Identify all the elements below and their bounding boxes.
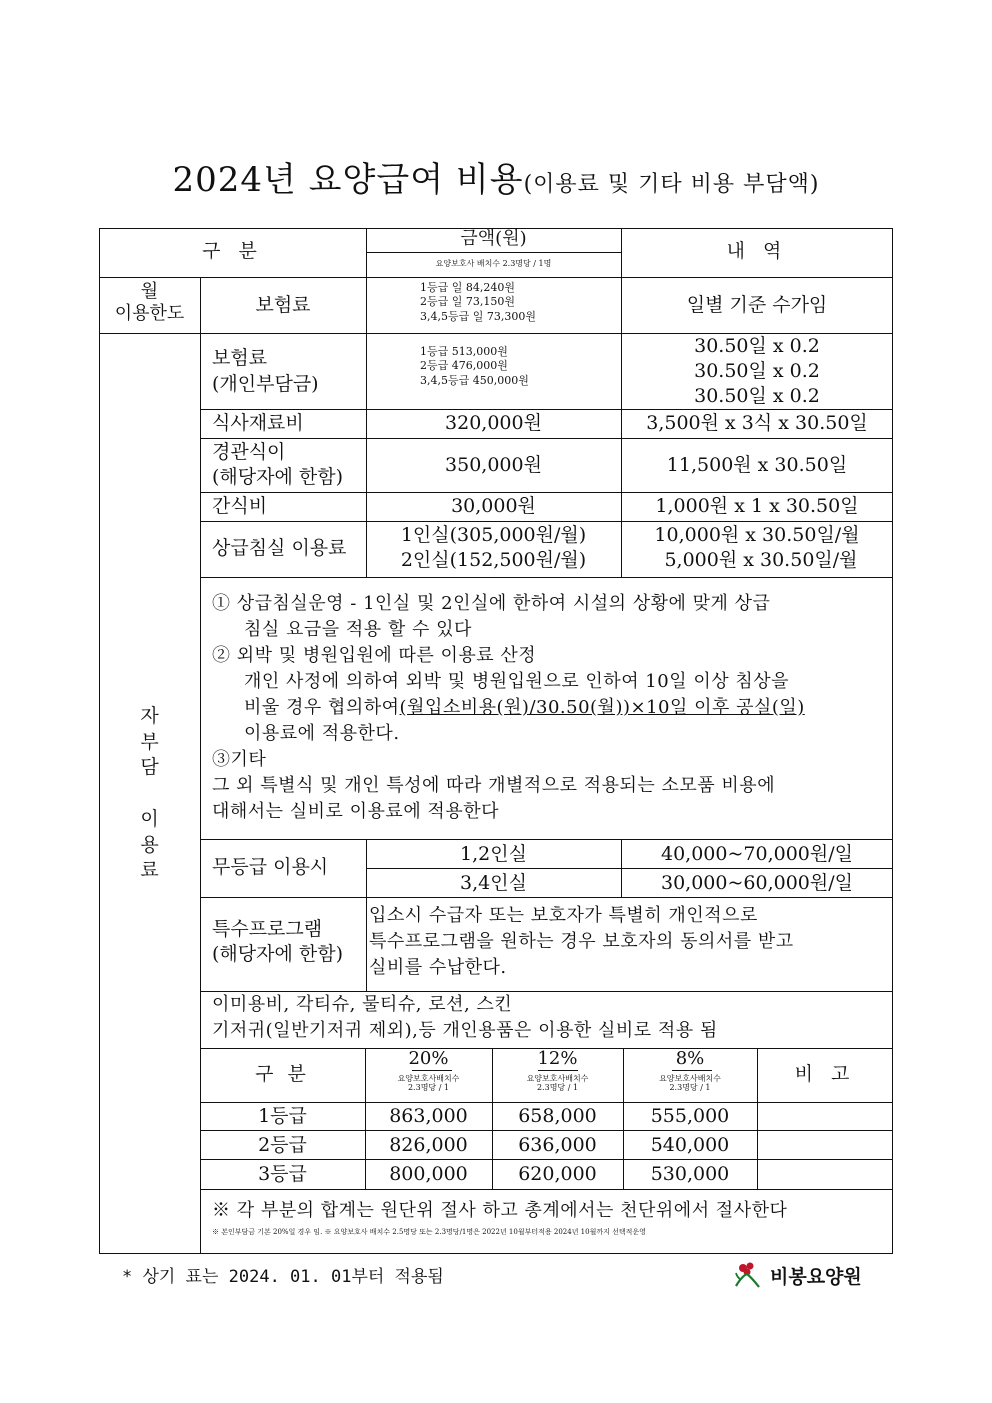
monthly-label: 월 이용한도 [114, 281, 185, 324]
room-details: 10,000원 x 30.50일/월 5,000원 x 30.50일/월 [654, 524, 860, 571]
grade-row-2-v3: 540,000 [650, 1134, 730, 1156]
grade-col-12-sub: 요양보호사배치수 2.3명당 / 1 [526, 1074, 589, 1093]
grade-row-3-v2: 620,000 [518, 1163, 597, 1185]
grade-col-8: 8% [675, 1048, 705, 1069]
grade-row-1-label: 1등급 [258, 1105, 307, 1127]
grade-row-3-v1: 800,000 [389, 1163, 468, 1185]
no-grade-room-2: 3,4인실 [460, 872, 527, 894]
snack-amount: 30,000원 [451, 495, 536, 517]
monthly-item: 보험료 [255, 294, 311, 316]
grade-row-3-label: 3등급 [258, 1163, 307, 1185]
monthly-detail: 일별 기준 수가임 [686, 294, 828, 316]
footnote-1: ※ 각 부분의 합계는 원단위 절사 하고 총계에서는 천단위에서 절사한다 [212, 1200, 788, 1221]
special-text-3: 실비를 수납한다. [369, 957, 507, 978]
room-label: 상급침실 이용료 [212, 537, 347, 559]
note-1b: 침실 요금을 적용 할 수 있다 [244, 619, 472, 640]
grade-row-2-v2: 636,000 [518, 1134, 597, 1156]
grade-col-8-sub: 요양보호사배치수 2.3명당 / 1 [659, 1074, 721, 1093]
tube-detail: 11,500원 x 30.50일 [666, 454, 848, 476]
grade-row-3-v3: 530,000 [650, 1163, 730, 1185]
no-grade-price-1: 40,000~70,000원/일 [661, 843, 853, 865]
tube-label: 경관식이 (해당자에 한함) [212, 441, 343, 488]
title-sub: (이용료 및 기타 비용 부담액) [523, 172, 820, 197]
note-3b: 그 외 특별식 및 개인 특성에 따라 개별적으로 적용되는 소모품 비용에 [212, 775, 776, 796]
special-text-2: 특수프로그램을 원하는 경우 보호자의 동의서를 받고 [369, 931, 794, 952]
no-grade-room-1: 1,2인실 [460, 843, 527, 865]
snack-detail: 1,000원 x 1 x 30.50일 [655, 495, 859, 517]
insurance-details: 30.50일 x 0.2 30.50일 x 0.2 30.50일 x 0.2 [694, 335, 820, 408]
grade-row-1-v2: 658,000 [518, 1105, 597, 1127]
page-title [0, 152, 992, 201]
note-2d: 이용료에 적용한다. [244, 723, 400, 744]
grade-col-20: 20% [408, 1048, 449, 1069]
no-grade-label: 무등급 이용시 [212, 856, 329, 878]
note-2b: 개인 사정에 의하여 외박 및 병원입원으로 인하여 10일 이상 침상을 [244, 671, 789, 692]
meal-detail: 3,500원 x 3식 x 30.50일 [646, 412, 868, 434]
insurance-label: 보험료 (개인부담금) [212, 347, 319, 395]
grade-col-20-sub: 요양보호사배치수 2.3명당 / 1 [397, 1074, 460, 1093]
grade-table-gubun: 구 분 [255, 1063, 310, 1085]
brand-logo-icon [732, 1260, 762, 1290]
note-3a: ③기타 [212, 749, 267, 770]
meal-label: 식사재료비 [212, 412, 304, 434]
grade-row-2-v1: 826,000 [389, 1134, 468, 1156]
self-pay-label: 자 부 담 이 용 료 [140, 705, 159, 882]
room-amounts: 1인실(305,000원/월) 2인실(152,500원/월) [400, 524, 587, 571]
note-2c: 비울 경우 협의하여(월입소비용(원)/30.50(월))×10일 이후 공실(일) [244, 697, 805, 718]
grade-col-12: 12% [537, 1048, 578, 1069]
snack-label: 간식비 [212, 495, 268, 517]
header-amount-note: 요양보호사 배치수 2.3명당 / 1명 [435, 259, 552, 268]
footer-note: * 상기 표는 2024. 01. 01부터 적용됨 [122, 1267, 444, 1287]
monthly-amounts: 1등급 일 84,240원 2등급 일 73,150원 3,4,5등급 일 73,300원 [420, 281, 536, 323]
footnote-2: ※ 본인부담금 기본 20%일 경우 임. ※ 요양보호사 배치수 2.5명당 또는 2.3명당/1명은 2022년 10월부터적용 2024년 10월까지 선택적운영 [212, 1228, 646, 1236]
special-label: 특수프로그램 (해당자에 한함) [212, 918, 343, 965]
brand-name: 비봉요양원 [770, 1266, 862, 1288]
no-grade-price-2: 30,000~60,000원/일 [661, 872, 853, 894]
personal-line-2: 기저귀(일반기저귀 제외),등 개인용품은 이용한 실비로 적용 됨 [212, 1020, 718, 1041]
special-text-1: 입소시 수급자 또는 보호자가 특별히 개인적으로 [369, 905, 758, 926]
header-amount: 금액(원) [460, 228, 527, 249]
note-1a: ① 상급침실운영 - 1인실 및 2인실에 한하여 시설의 상황에 맞게 상급 [212, 593, 771, 614]
meal-amount: 320,000원 [445, 412, 542, 434]
tube-amount: 350,000원 [445, 454, 542, 476]
grade-row-1-v3: 555,000 [650, 1105, 730, 1127]
header-detail: 내 역 [726, 240, 788, 262]
insurance-amounts: 1등급 513,000원 2등급 476,000원 3,4,5등급 450,000원 [420, 345, 529, 387]
personal-line-1: 이미용비, 각티슈, 물티슈, 로션, 스킨 [212, 994, 513, 1015]
note-2a: ② 외박 및 병원입원에 따른 이용료 산정 [212, 645, 537, 666]
grade-table-remark: 비 고 [794, 1063, 856, 1085]
title-main: 2024년 요양급여 비용 [172, 160, 524, 200]
grade-row-1-v1: 863,000 [389, 1105, 468, 1127]
header-gubun: 구 분 [202, 240, 263, 262]
note-3c: 대해서는 실비로 이용료에 적용한다 [212, 801, 499, 822]
grade-row-2-label: 2등급 [258, 1134, 307, 1156]
